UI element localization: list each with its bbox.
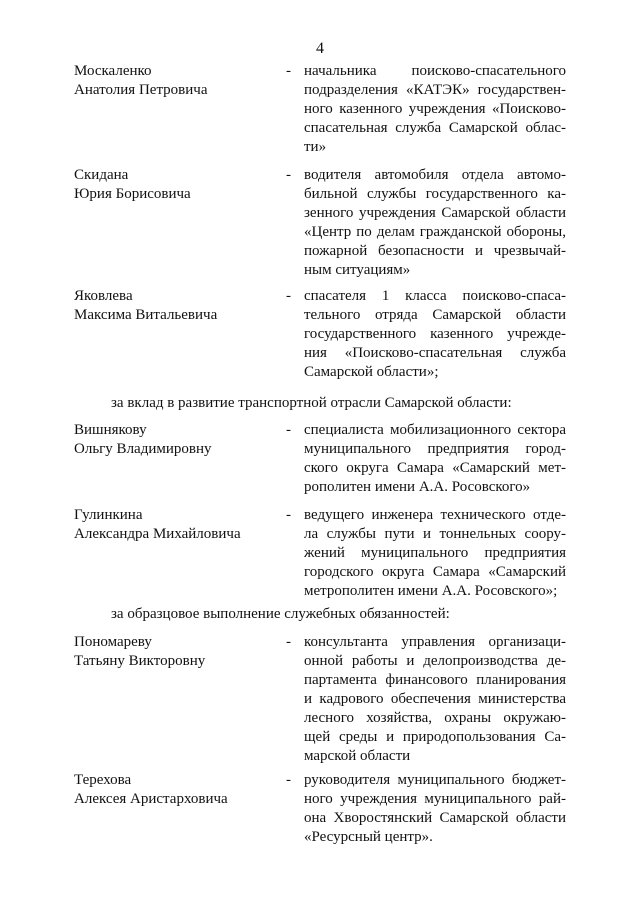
position-line: она Хворостянский Самарской области (304, 810, 566, 826)
recipient-surname: Пономареву (74, 634, 152, 650)
recipient-position (304, 506, 566, 601)
position-line: бильной службы государственного ка- (304, 186, 566, 202)
position-line: Самарской области»; (304, 364, 439, 380)
recipient-position (304, 62, 566, 157)
position-line: «Ресурсный центр». (304, 829, 433, 845)
position-line: онной работы и делопроизводства де- (304, 653, 566, 669)
separator-dash: - (286, 772, 291, 788)
recipient-position (304, 287, 566, 382)
position-line: консультанта управления организаци- (304, 634, 566, 650)
recipient-name (74, 633, 274, 671)
position-line: водителя автомобиля отдела автомо- (304, 167, 566, 183)
position-line: ти» (304, 139, 327, 155)
position-line: специалиста мобилизационного сектора (304, 422, 566, 438)
separator-dash: - (286, 507, 291, 523)
recipient-surname: Гулинкина (74, 507, 143, 523)
recipient-position (304, 633, 566, 766)
position-line: пожарной безопасности и чрезвычай- (304, 243, 566, 259)
recipient-surname: Яковлева (74, 288, 133, 304)
recipient-surname: Москаленко (74, 63, 152, 79)
recipient-surname: Терехова (74, 772, 132, 788)
position-line: руководителя муниципального бюджет- (304, 772, 566, 788)
recipient-name (74, 62, 274, 100)
recipient-given-names: Ольгу Владимировну (74, 441, 212, 457)
section-heading: за вклад в развитие транспортной отрасли Самарской области: (111, 395, 512, 411)
position-line: партамента финансового планирования (304, 672, 566, 688)
position-line: ла службы пути и тоннельных соору- (304, 526, 566, 542)
position-line: городского округа Самара «Самарский (304, 564, 566, 580)
position-line: ного казенного учреждения «Поисково- (304, 101, 566, 117)
page-number: 4 (316, 40, 324, 57)
position-line: рополитен имени А.А. Росовского» (304, 479, 531, 495)
recipient-name (74, 771, 274, 809)
separator-dash: - (286, 422, 291, 438)
recipient-surname: Вишнякову (74, 422, 147, 438)
recipient-given-names: Татьяну Викторовну (74, 653, 206, 669)
section-heading: за образцовое выполнение служебных обязанностей: (111, 606, 450, 622)
position-line: государственного казенного учрежде- (304, 326, 566, 342)
position-line: и кадрового обеспечения министерства (304, 691, 566, 707)
recipient-name (74, 421, 274, 459)
position-line: зенного учреждения Самарской области (304, 205, 566, 221)
position-line: метрополитен имени А.А. Росовского»; (304, 583, 558, 599)
position-line: жений муниципального предприятия (304, 545, 566, 561)
recipient-surname: Скидана (74, 167, 129, 183)
recipient-position (304, 771, 566, 847)
recipient-given-names: Александра Михайловича (74, 526, 241, 542)
recipient-name (74, 166, 274, 204)
recipient-given-names: Юрия Борисовича (74, 186, 191, 202)
recipient-given-names: Максима Витальевича (74, 307, 218, 323)
position-line: ного учреждения муниципального рай- (304, 791, 566, 807)
position-line: щей среды и природопользования Са- (304, 729, 566, 745)
recipient-given-names: Анатолия Петровича (74, 82, 208, 98)
position-line: муниципального предприятия город- (304, 441, 566, 457)
position-line: лесного хозяйства, охраны окружаю- (304, 710, 566, 726)
separator-dash: - (286, 634, 291, 650)
separator-dash: - (286, 63, 291, 79)
separator-dash: - (286, 167, 291, 183)
position-line: ского округа Самара «Самарский мет- (304, 460, 566, 476)
separator-dash: - (286, 288, 291, 304)
position-line: тельного отряда Самарской области (304, 307, 566, 323)
position-line: ным ситуациям» (304, 262, 411, 278)
position-line: начальника поисково-спасательного (304, 63, 566, 79)
position-line: спасателя 1 класса поисково-спаса- (304, 288, 566, 304)
recipient-name (74, 287, 274, 325)
recipient-given-names: Алексея Аристарховича (74, 791, 228, 807)
position-line: спасательная служба Самарской облас- (304, 120, 566, 136)
position-line: ния «Поисково-спасательная служба (304, 345, 566, 361)
recipient-name (74, 506, 274, 544)
position-line: ведущего инженера технического отде- (304, 507, 566, 523)
recipient-position (304, 166, 566, 280)
position-line: «Центр по делам гражданской обороны, (304, 224, 566, 240)
recipient-position (304, 421, 566, 497)
position-line: марской области (304, 748, 411, 764)
position-line: подразделения «КАТЭК» государствен- (304, 82, 566, 98)
